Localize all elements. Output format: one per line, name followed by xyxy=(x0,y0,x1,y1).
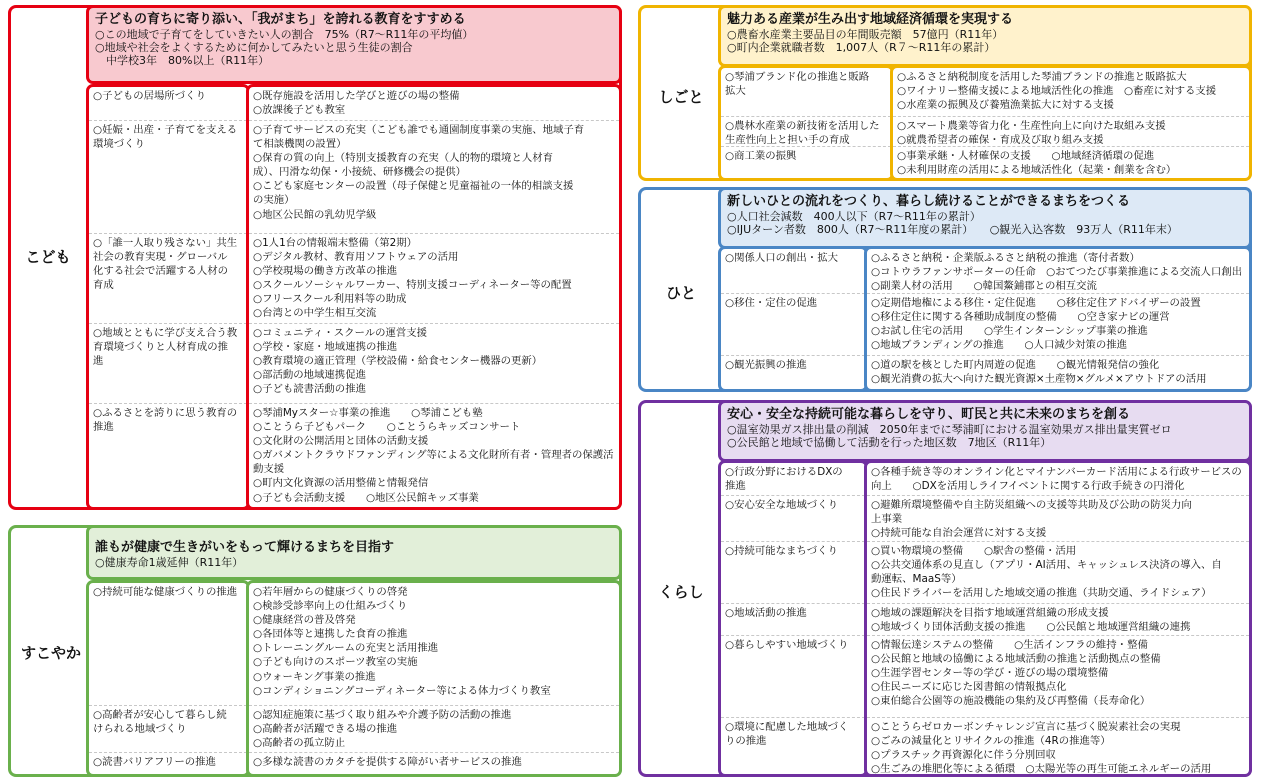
measure-cell xyxy=(893,146,1249,181)
measure-item: ○各団体等と連携した食育の推進 xyxy=(253,628,408,641)
measure-item: ○こども家庭センターの設置（母子保健と児童福祉の一体的相談支援 xyxy=(253,180,574,193)
policy-column xyxy=(718,460,868,777)
measure-item: ○ガバメントクラウドファンディング等による文化財所有者・管理者の保護活 xyxy=(253,449,614,462)
policy-text: りの推進 xyxy=(725,735,767,748)
section-header xyxy=(718,400,1252,462)
policy-text: ○ふるさとを誇りに思う教育の xyxy=(93,407,238,419)
measure-item: ○お試し住宅の活用 ○学生インターンシップ事業の推進 xyxy=(871,325,1148,338)
policy-text: ○高齢者が安心して暮らし続 xyxy=(93,709,227,721)
policy-column xyxy=(718,65,894,181)
measure-item: ○認知症施策に基づく取り組みや介護予防の活動の推進 xyxy=(253,709,512,721)
measure-item: ○放課後子ども教室 xyxy=(253,104,346,117)
measure-item: ○定期借地権による移住・定住促進 ○移住定住アドバイザーの設置 xyxy=(871,297,1201,309)
policy-text: 社会の教育実現・グローバル xyxy=(93,251,228,264)
policy-text: ○子どもの居場所づくり xyxy=(93,90,206,102)
measure-item: ○台湾との中学生相互交流 xyxy=(253,307,377,320)
policy-text: 進 xyxy=(93,355,104,368)
measure-cell xyxy=(867,463,1249,495)
measure-item: ○子育てサービスの充実（こども誰でも通園制度事業の実施、地域子育 xyxy=(253,124,585,136)
measure-item: ○高齢者の孤立防止 xyxy=(253,737,346,750)
policy-cell xyxy=(721,355,865,391)
measure-item: ○コトウラファンサポーターの任命 ○おてつたび事業推進による交流人口創出 xyxy=(871,266,1243,279)
kpi-line: ○町内企業就職者数 1,007人（R７～R11年の累計） xyxy=(727,41,996,54)
section-label: ひと xyxy=(665,284,696,302)
measure-item: ○ふるさと納税・企業版ふるさと納税の推進（寄付者数） xyxy=(871,252,1140,264)
measure-item: ○町内文化資源の活用整備と情報発信 xyxy=(253,477,429,490)
policy-cell xyxy=(721,116,891,146)
kpi-line: ○人口社会減数 400人以下（R7～R11年の累計） xyxy=(727,210,981,223)
measure-cell xyxy=(867,293,1249,355)
policy-text: ○安心安全な地域づくり xyxy=(725,499,838,511)
measure-cell xyxy=(249,403,619,510)
section-title: 誰もが健康で生きがいをもって輝けるまちを目指す xyxy=(95,540,395,555)
policy-cell xyxy=(721,717,865,775)
policy-cell xyxy=(721,541,865,603)
policy-text: ○持続可能なまちづくり xyxy=(725,545,838,557)
policy-text: 拡大 xyxy=(725,85,746,98)
policy-text: 推進 xyxy=(725,480,746,493)
measure-item: ○スマート農業等省力化・生産性向上に向けた取組み支援 xyxy=(897,120,1166,132)
measure-item: ○ごみの減量化とリサイクルの推進（4Rの推進等） xyxy=(871,735,1111,748)
policy-cell xyxy=(721,495,865,541)
measure-item: ○ワイナリー整備支援による地域活性化の推進 ○畜産に対する支援 xyxy=(897,85,1217,98)
measure-item: ○スクールソーシャルワーカー、特別支援コーディネーター等の配置 xyxy=(253,279,572,292)
measure-column xyxy=(864,460,1252,777)
measure-item: ○若年層からの健康づくりの啓発 xyxy=(253,586,408,598)
policy-text: ○関係人口の創出・拡大 xyxy=(725,252,838,264)
measure-item: ○地域の課題解決を目指す地域運営組織の形成支援 xyxy=(871,607,1109,619)
measure-item: ○プラスチック再資源化に伴う分別回収 xyxy=(871,749,1056,762)
measure-column xyxy=(246,84,622,510)
kpi-line: ○地域や社会をよくするために何かしてみたいと思う生徒の割合 xyxy=(95,41,413,54)
measure-item: ○デジタル教材、教育用ソフトウェアの活用 xyxy=(253,251,459,264)
measure-item: ○コミュニティ・スクールの運営支援 xyxy=(253,327,428,339)
section-label: くらし xyxy=(658,583,704,601)
policy-text: 生産性向上と担い手の育成 xyxy=(725,134,850,147)
section-title: 魅力ある産業が生み出す地域経済循環を実現する xyxy=(727,12,1014,27)
measure-item: ○検診受診率向上の仕組みづくり xyxy=(253,600,408,613)
measure-cell xyxy=(867,541,1249,603)
measure-cell xyxy=(867,635,1249,717)
section-label: しごと xyxy=(658,88,704,106)
measure-item: ○ウォーキング事業の推進 xyxy=(253,670,376,683)
measure-cell xyxy=(867,355,1249,391)
kpi-line: ○IJUターン者数 800人（R7～R11年度の累計） ○観光入込客数 93万人（R11年末） xyxy=(727,223,1178,236)
policy-text: 化する社会で活躍する人材の xyxy=(93,265,229,278)
measure-item: 成）、円滑な幼保・小接続、研修機会の提供） xyxy=(253,166,467,179)
measure-item: ○買い物環境の整備 ○駅舎の整備・活用 xyxy=(871,545,1077,557)
policy-text: ○農林水産業の新技術を活用した xyxy=(725,120,880,132)
measure-item: 向上 ○DXを活用しライフイベントに関する行政手続きの円滑化 xyxy=(871,480,1185,493)
measure-item: ○未利用財産の活用による地域活性化（起業・創業を含む） xyxy=(897,164,1177,177)
measure-item: ○事業承継・人材確保の支援 ○地域経済循環の促進 xyxy=(897,150,1155,162)
measure-item: ○地域づくり団体活動支援の推進 ○公民館と地域運営組織の連携 xyxy=(871,621,1191,634)
measure-item: ○生ごみの堆肥化等による循環 ○太陽光等の再生可能エネルギーの活用 xyxy=(871,763,1212,776)
policy-cell xyxy=(721,463,865,495)
measure-item: ○移住定住に関する各種助成制度の整備 ○空き家ナビの運営 xyxy=(871,311,1170,324)
measure-cell xyxy=(249,323,619,403)
measure-item: ○地域ブランディングの推進 ○人口減少対策の推進 xyxy=(871,339,1128,352)
policy-text: ○行政分野におけるDXの xyxy=(725,466,843,478)
policy-cell xyxy=(89,233,247,323)
policy-text: ○地域とともに学び支え合う教 xyxy=(93,327,238,339)
kpi-line: 中学校3年 80%以上（R11年） xyxy=(95,54,270,67)
policy-text: ○商工業の振興 xyxy=(725,150,797,162)
policy-cell xyxy=(721,146,891,181)
measure-item: ○住民ニーズに応じた図書館の情報拠点化 xyxy=(871,681,1067,694)
measure-item: ○東伯総合公園等の施設機能の集約及び再整備（長寿命化） xyxy=(871,695,1151,708)
measure-cell xyxy=(893,116,1249,146)
policy-cell xyxy=(89,87,247,120)
measure-item: ○持続可能な自治会運営に対する支援 xyxy=(871,527,1047,540)
policy-cell xyxy=(721,68,891,116)
measure-item: ○健康経営の普及啓発 xyxy=(253,614,356,627)
measure-item: ○学校現場の働き方改革の推進 xyxy=(253,265,398,278)
measure-item: ○各種手続き等のオンライン化とマイナンバーカード活用による行政サービスの xyxy=(871,466,1242,478)
measure-item: 動支援 xyxy=(253,463,285,476)
section-title: 子どもの育ちに寄り添い、「我がまち」を誇れる教育をすすめる xyxy=(95,12,466,27)
policy-text: ○移住・定住の促進 xyxy=(725,297,818,309)
measure-item: ○1人1台の情報端末整備（第2期） xyxy=(253,237,417,249)
policy-cell xyxy=(89,323,247,403)
measure-item: ○ふるさと納税制度を活用した琴浦ブランドの推進と販路拡大 xyxy=(897,71,1187,83)
measure-item: ○文化財の公開活用と団体の活動支援 xyxy=(253,435,429,448)
policy-column xyxy=(86,580,250,777)
measure-item: ○子ども読書活動の推進 xyxy=(253,383,366,396)
kpi-lines xyxy=(95,28,613,67)
measure-item: ○住民ドライバーを活用した地域交通の推進（共助交通、ライドシェア） xyxy=(871,587,1212,600)
measure-item: ○公民館と地域の協働による地域活動の推進と活動拠点の整備 xyxy=(871,653,1161,666)
policy-text: ○暮らしやすい地域づくり xyxy=(725,639,849,651)
policy-text: 環境づくり xyxy=(93,138,145,151)
measure-item: ○副業人材の活用 ○韓国鰲鋪郡との相互交流 xyxy=(871,280,1097,293)
measure-item: ○地区公民館の乳幼児学級 xyxy=(253,208,377,221)
measure-item: ○道の駅を核とした町内周遊の促進 ○観光情報発信の強化 xyxy=(871,359,1160,371)
section-header xyxy=(86,525,622,580)
policy-text: 育成 xyxy=(93,279,114,292)
measure-item: ○高齢者が活躍できる場の推進 xyxy=(253,723,398,736)
section-title: 安心・安全な持続可能な暮らしを守り、町民と共に未来のまちを創る xyxy=(727,407,1131,422)
policy-cell xyxy=(721,249,865,293)
section-header xyxy=(718,187,1252,249)
measure-cell xyxy=(249,705,619,752)
policy-cell xyxy=(89,752,247,774)
measure-item: ○子ども会活動支援 ○地区公民館キッズ事業 xyxy=(253,491,479,504)
policy-text: ○妊娠・出産・子育てを支える xyxy=(93,124,238,136)
policy-text: ○観光振興の推進 xyxy=(725,359,807,371)
kpi-line: ○この地域で子育てをしていきたい人の割合 75%（R7～R11年の平均値） xyxy=(95,28,474,41)
kpi-line: ○農畜水産業主要品目の年間販売額 57億円（R11年） xyxy=(727,28,1004,41)
kpi-line: ○温室効果ガス排出量の削減 2050年までに琴浦町における温室効果ガス排出量実質ゼロ xyxy=(727,423,1172,436)
measure-column xyxy=(864,246,1252,392)
section-label: こども xyxy=(25,248,71,266)
kpi-line: ○公民館と地域で協働して活動を行った地区数 7地区（R11年） xyxy=(727,436,1052,449)
measure-cell xyxy=(249,752,619,774)
policy-text: ○「誰一人取り残さない」共生 xyxy=(93,237,238,249)
policy-text: 推進 xyxy=(93,421,114,434)
measure-item: ○既存施設を活用した学びと遊びの場の整備 xyxy=(253,90,460,102)
policy-cell xyxy=(89,403,247,510)
measure-item: ○子ども向けのスポーツ教室の実施 xyxy=(253,656,418,669)
policy-text: ○読書バリアフリーの推進 xyxy=(93,756,216,768)
measure-item: ○琴浦Myスター☆事業の推進 ○琴浦こども塾 xyxy=(253,407,483,419)
policy-text: ○環境に配慮した地域づく xyxy=(725,721,849,733)
policy-text: ○地域活動の推進 xyxy=(725,607,807,619)
policy-column xyxy=(718,246,868,392)
measure-item: ○公共交通体系の見直し（アプリ・AI活用、キャッシュレス決済の導入、自 xyxy=(871,559,1222,572)
measure-item: ○教育環境の適正管理（学校設備・給食センター機器の更新） xyxy=(253,355,543,368)
measure-item: て相談機関の設置） xyxy=(253,138,347,151)
measure-item: 動運転、MaaS等） xyxy=(871,573,962,586)
measure-item: ○保育の質の向上（特別支援教育の充実（人的物的環境と人材育 xyxy=(253,152,554,165)
measure-item: ○多様な読書のカタチを提供する障がい者サービスの推進 xyxy=(253,756,522,768)
measure-item: ○コンディショニングコーディネーター等による体力づくり教室 xyxy=(253,684,551,697)
measure-cell xyxy=(867,495,1249,541)
policy-text: ○持続可能な健康づくりの推進 xyxy=(93,586,238,598)
section-header xyxy=(86,5,622,84)
measure-item: ○生涯学習センター等の学び・遊びの場の環境整備 xyxy=(871,667,1109,680)
measure-cell xyxy=(893,68,1249,116)
section-label: すこやか xyxy=(20,644,81,662)
section-header xyxy=(718,5,1252,67)
policy-column xyxy=(86,84,250,510)
measure-cell xyxy=(249,583,619,705)
measure-column xyxy=(890,65,1252,181)
measure-cell xyxy=(249,87,619,120)
policy-text: 育環境づくりと人材育成の推 xyxy=(93,341,229,354)
section-title: 新しいひとの流れをつくり、暮らし続けることができるまちをつくる xyxy=(727,194,1131,209)
measure-item: ○部活動の地域連携促進 xyxy=(253,369,366,382)
policy-cell xyxy=(89,120,247,233)
measure-cell xyxy=(867,249,1249,293)
measure-item: ○フリースクール利用料等の助成 xyxy=(253,293,407,306)
measure-item: ○観光消費の拡大へ向けた観光資源×土産物×グルメ×アウトドアの活用 xyxy=(871,373,1207,386)
policy-cell xyxy=(721,603,865,635)
kpi-line: ○健康寿命1歳延伸（R11年） xyxy=(95,556,244,569)
measure-item: 上事業 xyxy=(871,513,903,526)
policy-text: けられる地域づくり xyxy=(93,723,187,736)
policy-cell xyxy=(89,583,247,705)
measure-item: ○トレーニングルームの充実と活用推進 xyxy=(253,642,439,655)
policy-cell xyxy=(721,293,865,355)
measure-item: ○ことうら子どもパーク ○ことうらキッズコンサート xyxy=(253,421,521,434)
measure-item: ○避難所環境整備や自主防災組織への支援等共助及び公助の防災力向 xyxy=(871,499,1192,511)
measure-cell xyxy=(249,120,619,233)
policy-text: ○琴浦ブランド化の推進と販路 xyxy=(725,71,870,83)
policy-cell xyxy=(89,705,247,752)
measure-cell xyxy=(249,233,619,323)
policy-cell xyxy=(721,635,865,717)
measure-item: ○情報伝達システムの整備 ○生活インフラの維持・整備 xyxy=(871,639,1148,651)
measure-item: ○学校・家庭・地域連携の推進 xyxy=(253,341,398,354)
measure-item: ○就農希望者の確保・育成及び取り組み支援 xyxy=(897,134,1104,147)
measure-column xyxy=(246,580,622,777)
measure-cell xyxy=(867,717,1249,775)
measure-item: の実施） xyxy=(253,194,295,207)
measure-item: ○ことうらゼロカーボンチャレンジ宣言に基づく脱炭素社会の実現 xyxy=(871,721,1181,733)
measure-cell xyxy=(867,603,1249,635)
measure-item: ○水産業の振興及び養殖漁業拡大に対する支援 xyxy=(897,99,1114,112)
